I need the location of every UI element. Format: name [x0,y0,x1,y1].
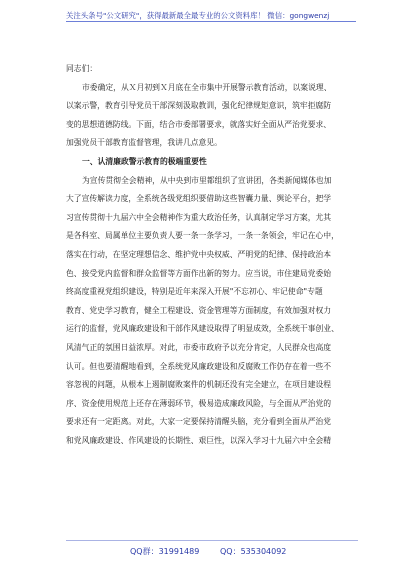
footer-divider [66,540,358,541]
page-footer [0,540,408,560]
body-line: 终高度重视党组织建设，特别是近年来深入开展"不忘初心、牢记使命"专题 [66,287,323,297]
body-line: 加强党员干部教育监督管理，我讲几点意见。 [66,138,222,148]
body-line: 认可。但也要清醒地看到，全系统党风廉政建设和反腐败工作仍存在着一些不 [66,361,332,371]
body-line: 色、接受党内监督和群众监督等方面作出新的努力。应当说，市住建局党委始 [66,268,332,278]
header-divider [66,21,356,22]
body-line: 运行的监督，党风廉政建设和干部作风建设取得了明显成效，全系统干事创业、 [66,324,339,334]
body-line: 是各科室、局属单位主要负责人要一条一条学习，一条一条领会，牢记在心中， [66,231,339,241]
body-line: 教育、党史学习教育，健全工程建设、资金管理等方面制度，有效加强对权力 [66,305,332,315]
body-line: 和党风廉政建设、作风建设的长期性、艰巨性，以深入学习十九届六中全会精 [66,435,332,445]
body-line: 容忽视的问题，从根本上遏制腐败案件的机制还没有完全建立，在项目建设程 [66,380,332,390]
body-line: 风清气正的氛围日益浓厚。对此，市委市政府予以充分肯定，人民群众也高度 [66,342,332,352]
body-line: 习宣传贯彻十九届六中全会精神作为重大政治任务，认真制定学习方案，尤其 [66,212,332,222]
header-banner: 关注头条号"公文研究"，获得最新最全最专业的公文资料库！ 微信：gongwenzj [66,11,330,20]
body-line: 变的思想道德防线。下面，结合市委部署要求，就落实好全面从严治党要求、 [66,119,332,129]
body-line: 要求还有一定距离。对此，大家一定要保持清醒头脑，充分看到全面从严治党 [66,417,332,427]
body-line: 大了宣传解读力度，全系统各级党组织要借助这些智囊力量、舆论平台，把学 [66,194,332,204]
qq-group-link[interactable]: QQ群：31991489 [130,547,200,556]
greeting: 同志们： [66,64,98,73]
qq-contact-link[interactable]: QQ：535304092 [220,547,287,556]
section-heading: 一、认清廉政警示教育的极端重要性 [82,156,207,166]
body-line: 市委确定，从Ｘ月初到Ｘ月底在全市集中开展警示教育活动，以案说理、 [82,82,332,92]
body-line: 落实在行动，在坚定理想信念、维护党中央权威、严明党的纪律、保持政治本 [66,249,332,259]
body-line: 序、资金使用规范上还存在薄弱环节，极易造成廉政风险，与全面从严治党的 [66,398,332,408]
body-line: 为宣传贯彻全会精神，从中央到市里都组织了宣讲团，各类新闻媒体也加 [82,175,332,185]
body-line: 以案示警，教育引导党员干部深刻汲取教训，强化纪律规矩意识，筑牢拒腐防 [66,101,332,111]
page-header [0,0,408,60]
document-body [66,60,358,450]
